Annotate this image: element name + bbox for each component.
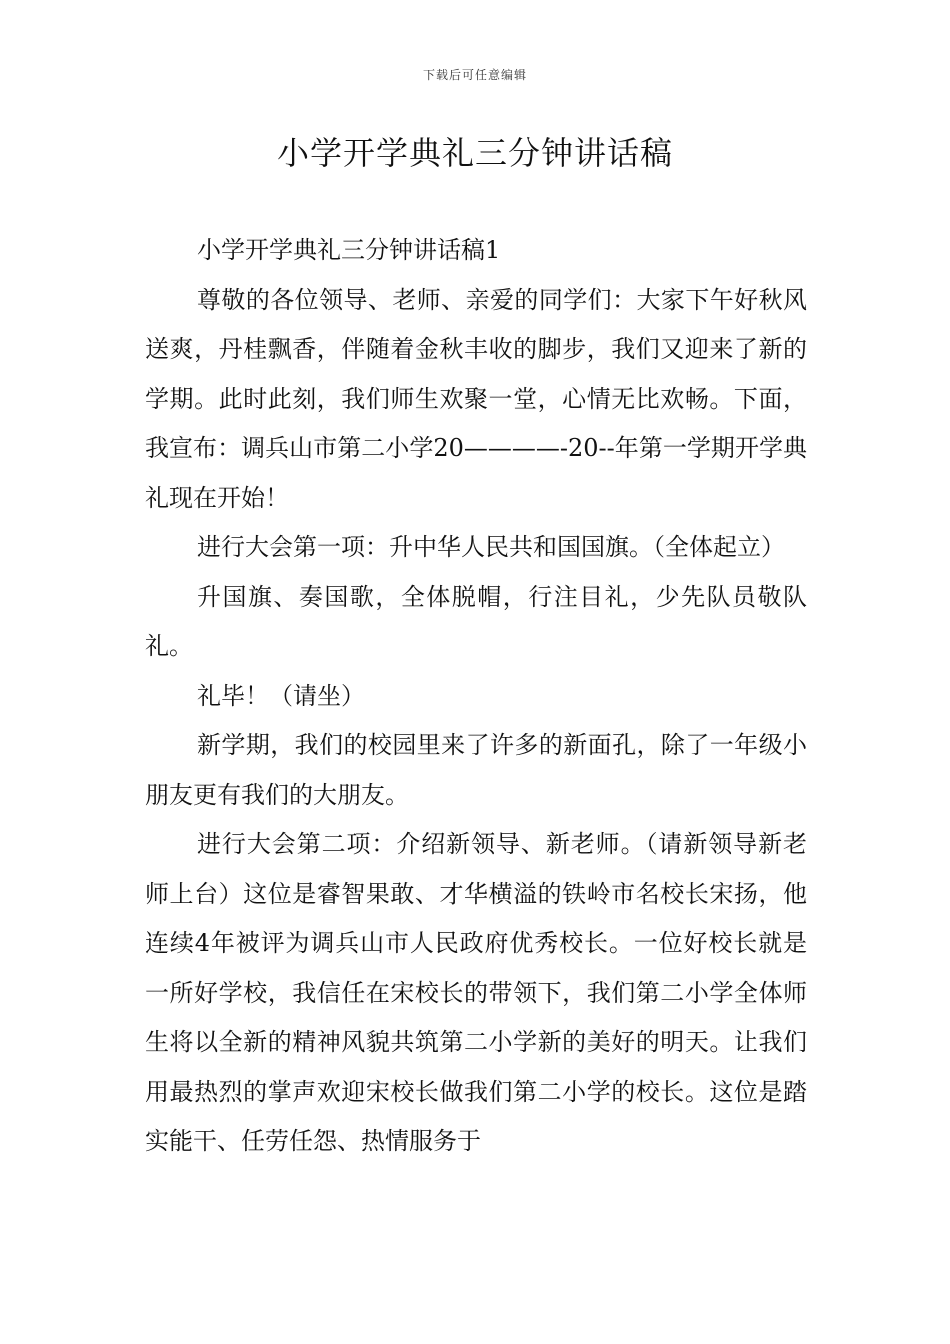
header-note: 下载后可任意编辑 — [422, 68, 527, 82]
paragraph: 新学期，我们的校园里来了许多的新面孔，除了一年级小朋友更有我们的大朋友。 — [145, 731, 807, 809]
document-title: 小学开学典礼三分钟讲话稿 — [276, 134, 673, 172]
paragraph: 进行大会第一项：升中华人民共和国国旗。（全体起立） — [197, 533, 785, 561]
paragraph: 礼毕！（请坐） — [197, 681, 365, 710]
document-body — [145, 226, 807, 1167]
section-heading: 小学开学典礼三分钟讲话稿1 — [197, 236, 501, 264]
paragraph: 尊敬的各位领导、老师、亲爱的同学们：大家下午好秋风送爽，丹桂飘香，伴随着金秋丰收的脚步，我们又迎来了新的学期。此时此刻，我们师生欢聚一堂，心情无比欢畅。下面，我宣布：调兵山市第二小学20————-20--年第一学期开学典礼现在开始！ — [145, 285, 807, 512]
paragraph: 进行大会第二项：介绍新领导、新老师。（请新领导新老师上台）这位是睿智果敢、才华横溢的铁岭市名校长宋扬，他连续4年被评为调兵山市人民政府优秀校长。一位好校长就是一所好学校，我信任在宋校长的带领下，我们第二小学全体师生将以全新的精神风貌共筑第二小学新的美好的明天。让我们用最热烈的掌声欢迎宋校长做我们第二小学的校长。这位是踏实能干、任劳任怨、热情服务于 — [145, 830, 807, 1155]
paragraph: 升国旗、奏国歌，全体脱帽，行注目礼，少先队员敬队礼。 — [145, 582, 807, 660]
